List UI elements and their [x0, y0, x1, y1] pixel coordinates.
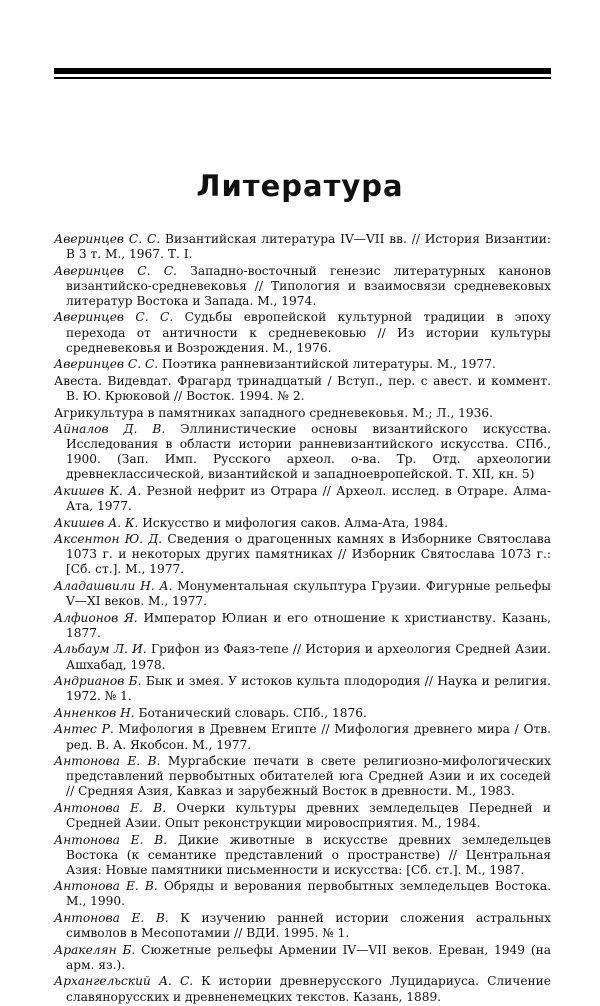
- entry-author: Архангельский А. С.: [54, 974, 194, 989]
- entry-author: Айналов Д. В.: [54, 422, 166, 437]
- entry-text: Западно-восточный генезис литературных канонов византийско-средневековья // Типология и взаимосвязи средневековых литератур Востока и Запада. М., 1974.: [66, 263, 552, 308]
- entry-author: Аксентон Ю. Д.: [54, 532, 163, 547]
- entry-author: Аверинцев С. С.: [54, 310, 174, 325]
- entry-text: Агрикультура в памятниках западного средневековья. М.; Л., 1936.: [54, 405, 493, 420]
- bibliography-entry: [54, 532, 551, 577]
- bibliography-entry: [54, 264, 551, 309]
- bibliography-entry: [54, 706, 551, 721]
- entry-text: Поэтика ранневизантийской литературы. М., 1977.: [162, 357, 496, 372]
- bibliography-entry: [54, 833, 551, 878]
- entry-text: Очерки культуры древних земледельцев Передней и Средней Азии. Опыт реконструкции мировосприятия. М., 1984.: [66, 800, 552, 830]
- entry-author: Анненков Н.: [54, 705, 135, 720]
- entry-author: Акишев К. А.: [54, 484, 142, 498]
- bibliography-entry: [54, 611, 551, 641]
- bibliography-entry: [54, 232, 551, 262]
- bibliography-entry: [54, 911, 551, 941]
- bibliography-entry: [54, 422, 551, 482]
- entry-author: Алфионов Я.: [54, 610, 138, 625]
- bibliography-entry: [54, 879, 551, 909]
- entry-author: Аракелян Б.: [54, 942, 136, 957]
- bibliography-entry: [54, 374, 551, 404]
- entry-text: Сюжетные рельефы Армении IV—VII веков. Ереван, 1949 (на арм. яз.).: [66, 942, 551, 972]
- entry-text: Авеста. Видевдат. Фрагард тринадцатый / Вступ., пер. с авест. и коммент. В. Ю. Крюковой // Восток. 1994. № 2.: [54, 373, 551, 403]
- header-rule-thin: [54, 77, 551, 79]
- entry-author: Альбаум Л. И.: [54, 642, 147, 657]
- entry-text: Мифология в Древнем Египте // Мифология древнего мира / Отв. ред. В. А. Якобсон. М., 1977.: [66, 722, 551, 752]
- entry-author: Аладашвили Н. А.: [54, 579, 173, 594]
- entry-text: К истории древнерусского Луцидариуса. Сличение славянорусских и древненемецких текстов. Казань, 1889.: [66, 974, 552, 1004]
- entry-author: Андрианов Б.: [54, 674, 142, 689]
- entry-author: Аверинцев С. С.: [54, 357, 159, 372]
- entry-text: Искусство и мифология саков. Алма-Ата, 1984.: [142, 515, 448, 530]
- entry-text: Монументальная скульптура Грузии. Фигурные рельефы V—XI веков. М., 1977.: [66, 579, 551, 609]
- entry-author: Акишев А. К.: [54, 515, 139, 530]
- bibliography-entry: [54, 674, 551, 704]
- entry-text: Ботанический словарь. СПб., 1876.: [138, 705, 367, 720]
- bibliography-entry: [54, 406, 551, 421]
- entry-author: Антонова Е. В.: [54, 832, 168, 847]
- entry-text: Резной нефрит из Отрара // Археол. исслед. в Отраре. Алма-Ата, 1977.: [66, 484, 551, 514]
- bibliography-entry: [54, 722, 551, 752]
- entry-author: Аверинцев С. С.: [54, 232, 161, 246]
- entry-text: Грифон из Фаяз-тепе // История и археология Средней Азии. Ашхабад, 1978.: [66, 642, 551, 672]
- bibliography-entry: [54, 310, 551, 355]
- entry-text: Император Юлиан и его отношение к христианству. Казань, 1877.: [66, 610, 552, 640]
- entry-text: Обряды и верования первобытных земледельцев Востока. М., 1990.: [66, 879, 551, 909]
- bibliography-entry: [54, 484, 551, 514]
- bibliography-list: [54, 232, 551, 1006]
- bibliography-entry: [54, 642, 551, 672]
- bibliography-entry: [54, 974, 551, 1004]
- entry-text: Судьбы европейской культурной традиции в эпоху перехода от античности к средневековью // Из истории культуры средневековья и Возрождения. М., 1976.: [66, 310, 552, 355]
- entry-author: Антонова Е. В.: [54, 879, 158, 894]
- entry-text: Мургабские печати в свете религиозно-мифологических представлений первобытных обитателей юга Средней Азии и их соседей // Средняя Азия, Кавказ и зарубежный Восток в древности. М., 1983.: [66, 754, 552, 799]
- bibliography-entry: [54, 516, 551, 531]
- entry-author: Антес Р.: [54, 722, 114, 737]
- entry-text: Византийская литература IV—VII вв. // История Византии: В 3 т. М., 1967. Т. I.: [66, 232, 552, 262]
- entry-author: Антонова Е. В.: [54, 800, 167, 815]
- entry-text: К изучению ранней истории сложения астральных символов в Месопотамии // ВДИ. 1995. № 1.: [66, 911, 552, 941]
- entry-text: Дикие животные в искусстве древних земледельцев Востока (к семантике представлений о пространстве) // Центральная Азия: Новые памятники письменности и искусства: [Сб. ст.]. М., 1987.: [66, 832, 552, 877]
- entry-text: Сведения о драгоценных камнях в Изборнике Святослава 1073 г. и некоторых других памятниках // Изборник Святослава 1073 г.: [Сб. ст.]. М., 1977.: [66, 532, 552, 577]
- bibliography-entry: [54, 579, 551, 609]
- bibliography-entry: [54, 801, 551, 831]
- bibliography-entry: [54, 754, 551, 799]
- entry-author: Антонова Е. В.: [54, 754, 161, 769]
- entry-text: Эллинистические основы византийского искусства. Исследования в области истории ранневизантийского искусства. СПб., 1900. (Зап. Имп. Русского археол. о-ва. Тр. Отд. археологии древнеклассической, византийской и западноевропейской. Т. XII, кн. 5): [66, 422, 551, 482]
- bibliography-entry: [54, 357, 551, 372]
- header-rule-thick: [54, 68, 551, 74]
- entry-author: Аверинцев С. С.: [54, 263, 177, 278]
- entry-text: Бык и змея. У истоков культа плодородия // Наука и религия. 1972. № 1.: [66, 674, 552, 704]
- entry-author: Антонова Е. В.: [54, 911, 169, 926]
- page-title: Литература: [196, 169, 404, 204]
